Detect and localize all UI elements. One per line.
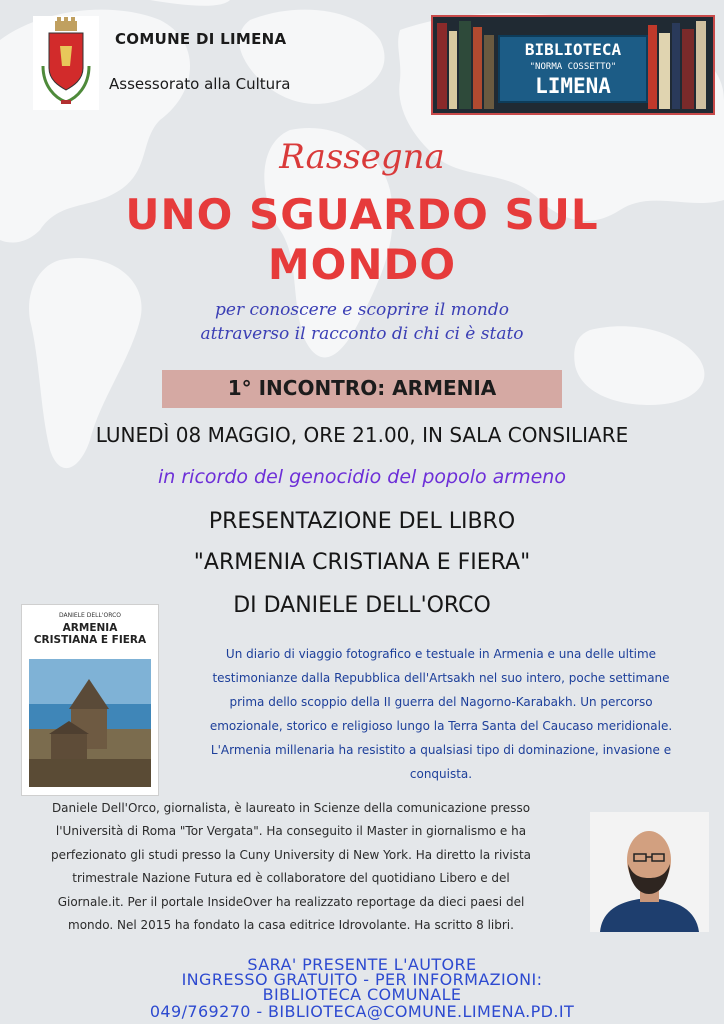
library-name-label <box>498 35 648 103</box>
bio-line: Giornale.it. Per il portale InsideOver ha realizzato reportage da dieci paesi del <box>57 894 525 909</box>
bio-line: mondo. Nel 2015 ha fondato la casa editrice Idrovolante. Ha scritto 8 libri. <box>68 918 514 933</box>
bio-line: l'Università di Roma "Tor Vergata". Ha conseguito il Master in giornalismo e ha <box>55 824 527 839</box>
coat-of-arms-icon <box>33 16 99 110</box>
event-title-line2: MONDO <box>267 240 457 289</box>
cover-author: DANIELE DELL'ORCO <box>59 612 121 619</box>
meeting-label: 1° INCONTRO: ARMENIA <box>227 376 497 400</box>
author-bio <box>12 797 570 937</box>
book-heading-line1: PRESENTAZIONE DEL LIBRO <box>208 509 516 534</box>
footer-contact: 049/769270 - BIBLIOTECA@COMUNE.LIMENA.PD.IT <box>149 1002 575 1021</box>
event-date-place: LUNEDÌ 08 MAGGIO, ORE 21.00, IN SALA CONSILIARE <box>95 423 629 447</box>
bio-line: trimestrale Nazione Futura ed è collaboratore del quotidiano Libero e del <box>72 871 510 886</box>
subtitle-line2: attraverso il racconto di chi ci è stato <box>200 324 524 344</box>
author-photo <box>590 812 709 932</box>
library-logo-line2: "NORMA COSSETTO" <box>529 62 617 72</box>
description-line: Un diario di viaggio fotografico e testuale in Armenia e una delle ultime <box>225 647 657 661</box>
description-line: prima dello scoppio della II guerra del Nagorno-Karabakh. Un percorso <box>229 695 653 709</box>
description-line: testimonianze dalla Repubblica dell'Artsakh nel suo intero, poche settimane <box>212 671 670 685</box>
description-line: L'Armenia millenaria ha resistito a qualsiasi tipo di dominazione, invasione e <box>210 743 672 757</box>
footer-author-present: SARA' PRESENTE L'AUTORE <box>247 955 477 974</box>
library-logo-line1: BIBLIOTECA <box>524 40 622 59</box>
footer-free-entry: INGRESSO GRATUITO - PER INFORMAZIONI: <box>181 970 543 989</box>
comune-crest-logo <box>33 16 99 110</box>
comune-name: COMUNE DI LIMENA <box>115 30 287 48</box>
event-subtitle <box>0 298 724 346</box>
cover-title <box>22 622 158 646</box>
bio-line: perfezionato gli studi presso la Cuny University di New York. Ha diretto la rivista <box>50 847 532 862</box>
book-cover-image <box>21 604 159 796</box>
event-title-line1: UNO SGUARDO SUL <box>125 190 599 239</box>
armenian-church-photo <box>29 659 151 787</box>
library-logo-line3: LIMENA <box>535 74 611 98</box>
book-heading-line3: DI DANIELE DELL'ORCO <box>233 593 491 618</box>
library-logo <box>431 15 715 115</box>
cover-title-line1: ARMENIA <box>62 622 118 634</box>
event-dedication: in ricordo del genocidio del popolo armeno <box>158 466 566 488</box>
description-line: emozionale, storico e religioso lungo la Terra Santa del Caucaso meridionale. <box>209 719 673 733</box>
description-line: conquista. <box>409 767 473 781</box>
book-heading-line2: "ARMENIA CRISTIANA E FIERA" <box>193 550 531 575</box>
bio-line: Daniele Dell'Orco, giornalista, è laureato in Scienze della comunicazione presso <box>51 801 531 815</box>
cover-title-line2: CRISTIANA E FIERA <box>33 634 147 646</box>
series-label: Rassegna <box>279 137 445 177</box>
book-description <box>172 642 710 786</box>
footer-library: BIBLIOTECA COMUNALE <box>262 985 462 1004</box>
subtitle-line1: per conoscere e scoprire il mondo <box>215 300 509 320</box>
author-portrait-icon <box>590 812 709 932</box>
assessorato-label: Assessorato alla Cultura <box>109 75 291 93</box>
